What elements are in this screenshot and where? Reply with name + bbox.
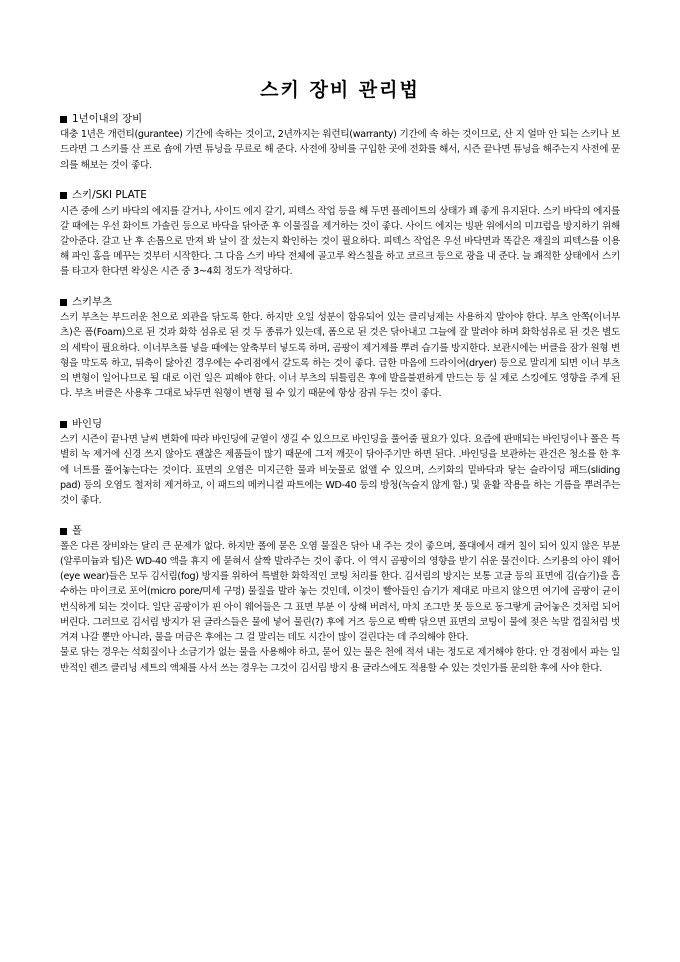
section-heading: [60, 112, 620, 127]
section-heading-text: 스키부츠: [72, 296, 113, 309]
square-bullet-icon: [60, 192, 67, 199]
square-bullet-icon: [60, 421, 67, 428]
section-paragraph: 스키 부츠는 부드러운 천으로 외관을 닦도록 한다. 하지만 오일 성분이 함유되어 있는 클리닝제는 사용하지 말아야 한다. 부츠 안쪽(이너부츠)은 폼(Foam)으로 된 것과 화학 섬유로 된 것 두 종류가 있는데, 폼으로 된 것은 닦아내고 그늘에 잘 말려야 하며 화학섬유로 된 것은 별도의 세탁이 필요하다. 이너부츠를 넣을 때에는 앞축부터 넣도록 하며, 곰팡이 제거제를 뿌려 습기를 방지한다. 보관시에는 버클을 잠가 원형 변형을 막도록 하고, 뒤축이 닳아진 경우에는 수리점에서 갈도록 하는 것이 좋다. 급한 마음에 드라이어(dryer) 등으로 말리게 되면 이너 부츠의 변형이 일어나므로 될 대로 이런 일은 피해야 한다. 이너 부츠의 뒤틀림은 후에 발을불편하게 만드는 등 실 제로 스킹에도 영향을 주게 된다. 부츠 버클은 사용후 그대로 놔두면 원형이 변형 될 수 있기 때문에 항상 잠궈 두는 것이 좋다.: [60, 312, 620, 400]
section-heading: [60, 188, 620, 203]
section-ski-plate: [60, 188, 620, 279]
section-heading: [60, 417, 620, 432]
section-paragraph: 시즌 중에 스키 바닥의 에지를 갈거나, 사이드 에지 갈기, 피텍스 작업 등을 해 두면 플레이트의 상태가 꽤 좋게 유지된다. 스키 바닥의 에지를 갈 때에는 우선 화이트 가솔린 등으로 바닥을 닦아준 후 이물질을 제거하는 것이 좋다. 사이드 에지는 빙판 위에서의 미끄럼을 방지하기 위해 갈아준다. 갈고 난 후 손톱으로 만져 봐 날이 잘 섰는지 확인하는 것이 필요하다. 피텍스 작업은 우선 바닥면과 똑같은 재질의 피텍스를 이용해 파인 홈을 메꾸는 것부터 시작한다. 그 다음 스키 바닥 전체에 골고루 왁스칠을 하고 코르크 등으로 광을 내 준다. 늘 쾌적한 상태에서 스키를 타고자 한다면 왁싱은 시즌 중 3~4회 정도가 적당하다.: [60, 205, 620, 278]
square-bullet-icon: [60, 116, 67, 123]
section-paragraph: 스키 시즌이 끝나면 날씨 변화에 따라 바인딩에 균열이 생길 수 있으므로 바인딩을 풀어줄 필요가 있다. 요즘에 판매되는 바인딩이나 폴은 특별히 녹 제거에 신경 쓰지 않아도 괜찮은 제품들이 많기 때문에 그저 깨끗이 닦아주기만 하면 된다. .바인딩을 보관하는 관건은 청소를 한 후에 너트를 풀어놓는다는 것이다. 표면의 오염은 미지근한 물과 비눗물로 없앨 수 있으며, 스키화의 밑바닥과 닿는 슬라이딩 패드(sliding pad) 등의 오염도 철저히 제거하고, 이 패드의 메커니컬 파트에는 WD-40 등의 방청(녹슬지 않게 함.) 및 윤활 작용을 하는 기름을 뿌려주는 것이 좋다.: [60, 434, 620, 506]
section-heading-text: 1년이내의 장비: [72, 113, 143, 125]
document-page: [60, 78, 620, 691]
section-paragraph: 물로 닦는 경우는 석회질이나 소금기가 없는 물을 사용해야 하고, 묻어 있는 물은 천에 적셔 내는 정도로 제거해야 한다. 안 경점에서 파는 일반적인 렌즈 클리닝 세트의 액체를 사서 쓰는 경우는 그것이 김서림 방지 용 글라스에도 적용할 수 있는 것인가를 문의한 후에 사야 한다.: [60, 647, 620, 674]
section-ski-boots: [60, 295, 620, 401]
section-paragraph: 폴은 다른 장비와는 달리 큰 문제가 없다. 하지만 폴에 묻은 오염 물질은 닦아 내 주는 것이 좋으며, 폴대에서 래커 칠이 되어 있지 않은 부분(알루미늄과 팁)은 WD-40 액을 휴지 에 묻혀서 살짝 발라주는 것이 좋다. 이 역시 곰팡이의 영향을 받기 쉬운 물건이다. 스키용의 아이 웨어(eye wear)들은 모두 김서림(fog) 방지를 위하여 특별한 화학적인 코팅 처리를 한다. 김서림의 방지는 보통 고글 등의 표면에 김(습기)을 흡수하는 마이크로 포어(micro pore/미세 구멍) 물질을 발라 놓는 것인데, 이것이 빨아들인 습기가 제대로 마르지 않으면 여기에 곰팡이 균이 번식하게 되는 것이다. 일단 곰팡이가 핀 아이 웨어들은 그 표면 부분 이 상해 버려서, 마치 조그만 못 등으로 동그랗게 긁어놓은 것처럼 되어 버린다. 그러므로 김서림 방지가 된 글라스들은 물에 넣어 물린(?) 후에 거즈 등으로 빡빡 닦으면 표면의 코팅이 물에 젖은 녹말 껍질처럼 벗겨져 나갈 뿐만 아니라, 물을 머금은 후에는 그 걸 말리는 데도 시간이 많이 걸린다는 데 주의해야 한다.: [60, 540, 620, 644]
section-binding: [60, 417, 620, 508]
square-bullet-icon: [60, 528, 67, 535]
document-title: 스키 장비 관리법: [260, 79, 420, 101]
section-heading: [60, 295, 620, 310]
square-bullet-icon: [60, 299, 67, 306]
section-equipment-within-one-year: [60, 112, 620, 173]
section-heading-text: 스키/SKI PLATE: [72, 189, 147, 202]
section-paragraph: 대충 1년은 개런티(gurantee) 기간에 속하는 것이고, 2년까지는 워런티(warranty) 기간에 속 하는 것이므로, 산 지 얼마 안 되는 스키나 보드라면 그 스키를 산 프로 숍에 가면 튜닝을 무료로 해 준다. 사전에 장비를 구입한 곳에 전화를 해서, 시즌 끝나면 튜닝을 해주는지 사전에 문의를 해보는 것이 좋다.: [60, 129, 620, 171]
section-poles: [60, 524, 620, 676]
section-heading: [60, 524, 620, 539]
section-heading-text: 바인딩: [72, 417, 103, 430]
section-heading-text: 폴: [72, 524, 83, 537]
